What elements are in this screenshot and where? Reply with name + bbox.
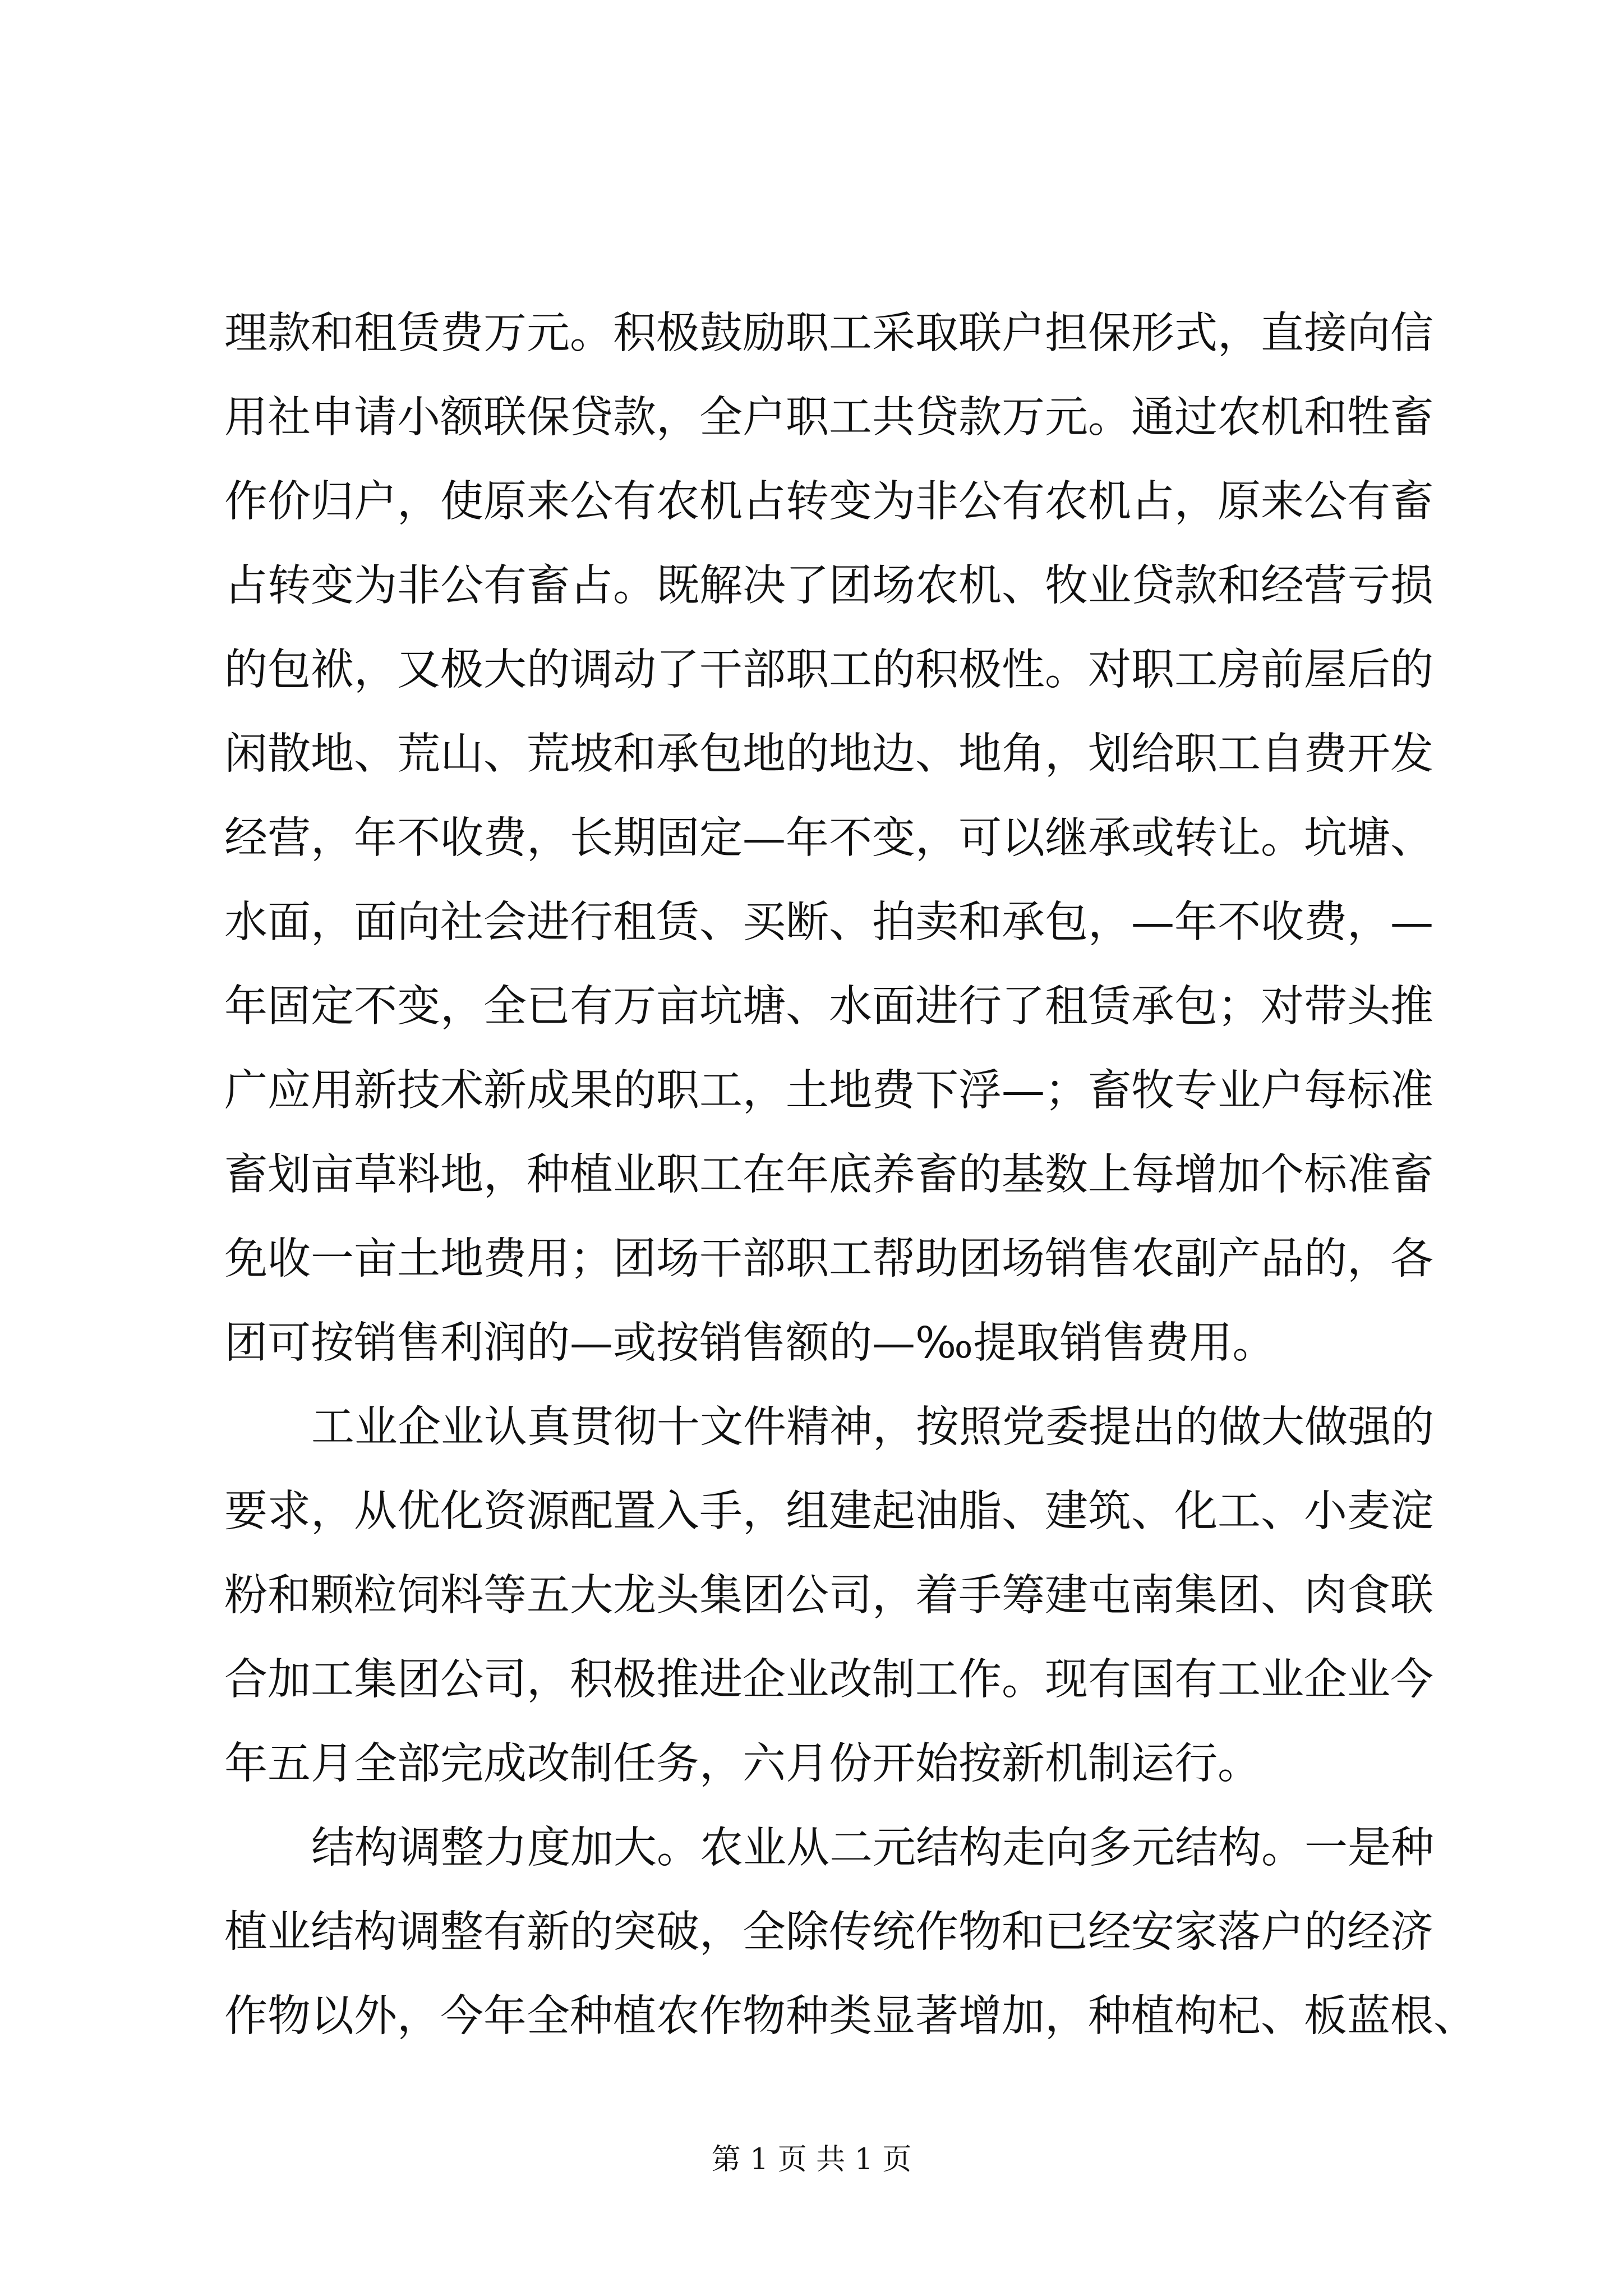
text-line: 占转变为非公有畜占。既解决了团场农机、牧业贷款和经营亏损 — [224, 561, 1433, 611]
text-line: 要求，从优化资源配置入手，组建起油脂、建筑、化工、小麦淀 — [224, 1487, 1433, 1536]
text-line: 经营，年不收费，长期固定—年不变，可以继承或转让。坑塘、 — [224, 813, 1433, 863]
text-line: 团可按销售利润的—或按销售额的—‰提取销售费用。 — [224, 1318, 1276, 1368]
paragraph-first-line: 工业企业认真贯彻十文件精神，按照党委提出的做大做强的 — [311, 1402, 1434, 1452]
paragraph-first-line: 结构调整力度加大。农业从二元结构走向多元结构。一是种 — [311, 1823, 1434, 1873]
page-number-footer: 第 1 页 共 1 页 — [711, 2143, 912, 2177]
text-line: 粉和颗粒饲料等五大龙头集团公司，着手筹建屯南集团、肉食联 — [224, 1571, 1433, 1621]
text-line: 用社申请小额联保贷款，全户职工共贷款万元。通过农机和牲畜 — [224, 393, 1433, 443]
text-line: 的包袱，又极大的调动了干部职工的积极性。对职工房前屋后的 — [224, 645, 1433, 695]
text-line: 作价归户，使原来公有农机占转变为非公有农机占，原来公有畜 — [224, 477, 1433, 527]
text-line: 免收一亩土地费用；团场干部职工帮助团场销售农副产品的，各 — [224, 1234, 1433, 1284]
text-line: 合加工集团公司，积极推进企业改制工作。现有国有工业企业今 — [224, 1655, 1433, 1705]
text-line: 水面，面向社会进行租赁、买断、拍卖和承包，—年不收费，— — [224, 898, 1433, 947]
text-line: 作物以外，今年全种植农作物种类显著增加，种植枸杞、板蓝根、 — [224, 1991, 1477, 2041]
text-line: 广应用新技术新成果的职工，土地费下浮—；畜牧专业户每标准 — [224, 1066, 1433, 1116]
text-line: 畜划亩草料地，种植业职工在年底养畜的基数上每增加个标准畜 — [224, 1150, 1433, 1200]
text-line: 植业结构调整有新的突破，全除传统作物和已经安家落户的经济 — [224, 1907, 1433, 1957]
text-line: 理款和租赁费万元。积极鼓励职工采取联户担保形式，直接向信 — [224, 309, 1433, 358]
text-line: 年固定不变，全已有万亩坑塘、水面进行了租赁承包；对带头推 — [224, 982, 1433, 1032]
text-line: 年五月全部完成改制任务，六月份开始按新机制运行。 — [224, 1739, 1261, 1789]
text-line: 闲散地、荒山、荒坡和承包地的地边、地角，划给职工自费开发 — [224, 729, 1433, 779]
